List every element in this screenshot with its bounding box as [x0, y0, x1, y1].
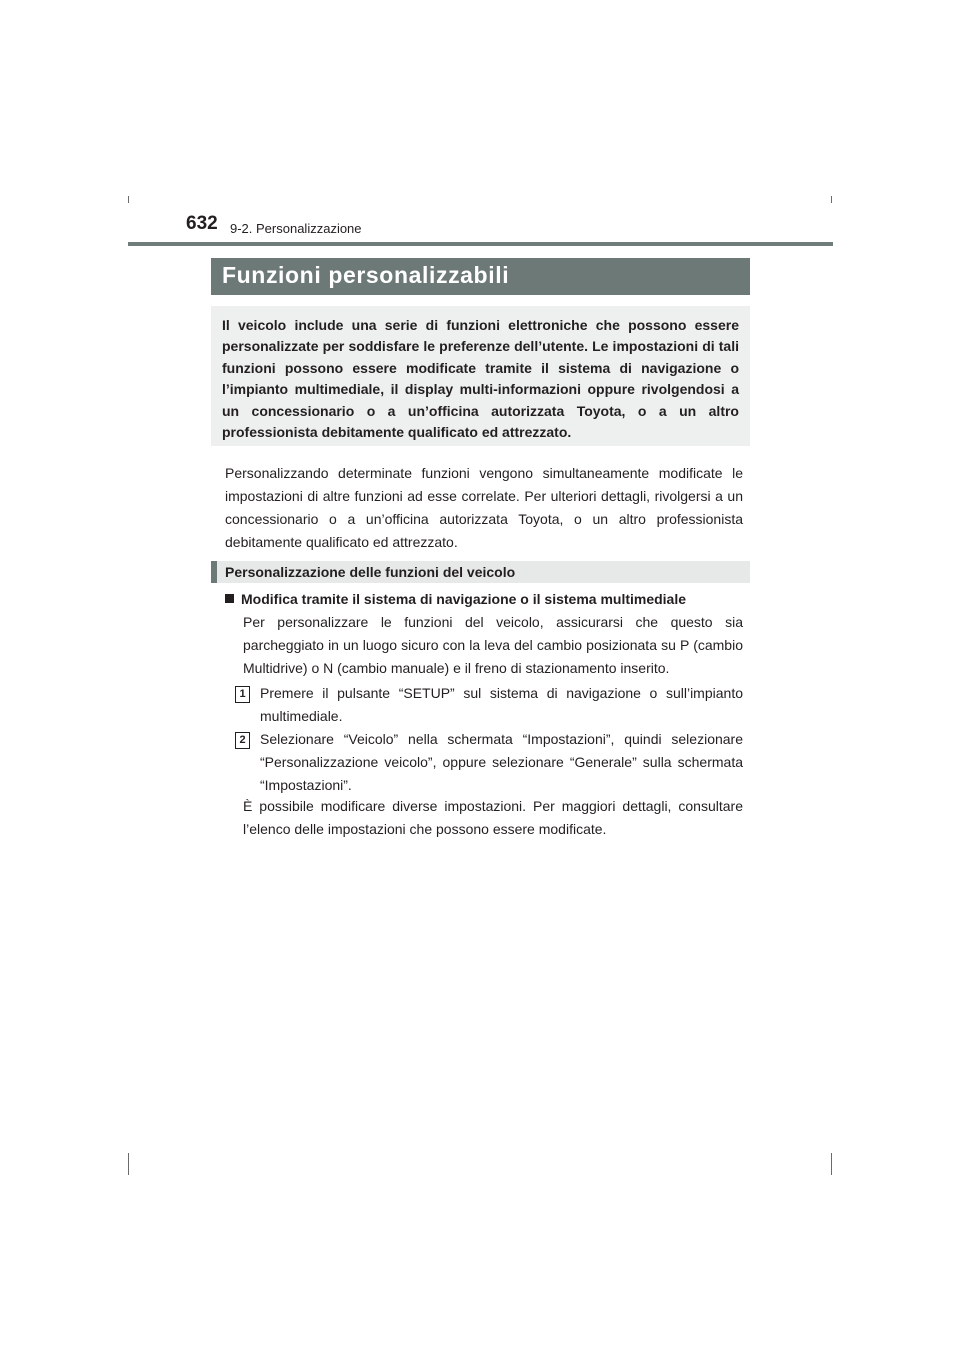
- header-divider: [128, 242, 833, 246]
- subsection-accent-bar: [211, 561, 217, 583]
- step-number-badge: 2: [235, 732, 250, 749]
- closing-paragraph: È possibile modificare diverse impostazioni. Per maggiori dettagli, consultare l’elenco delle impostazioni che possono essere modificate.: [243, 798, 743, 837]
- crop-mark-top-left: [128, 196, 129, 203]
- step-text: Selezionare “Veicolo” nella schermata “Impostazioni”, quindi selezionare “Personalizzazione veicolo”, oppure selezionare “Generale” sulla schermata “Impostazioni”.: [260, 731, 743, 793]
- page-title: Funzioni personalizzabili: [222, 262, 510, 288]
- step-number-badge: 1: [235, 686, 250, 703]
- crop-mark-top-right: [831, 196, 832, 203]
- bullet-paragraph: Per personalizzare le funzioni del veicolo, assicurarsi che questo sia parcheggiato in un luogo sicuro con la leva del cambio posizionata su P (cambio Multidrive) o N (cambio manuale) e il freno di stazionamento inserito.: [243, 614, 743, 676]
- bullet-heading: [225, 591, 686, 607]
- section-breadcrumb: 9-2. Personalizzazione: [230, 221, 362, 236]
- step-text: Premere il pulsante “SETUP” sul sistema di navigazione o sull’impianto multimediale.: [260, 685, 743, 724]
- square-bullet-icon: [225, 594, 234, 603]
- bullet-heading-text: Modifica tramite il sistema di navigazione o il sistema multimediale: [241, 591, 687, 607]
- intro-text: Il veicolo include una serie di funzioni elettroniche che possono essere personalizzate per soddisfare le preferenze dell’utente. Le impostazioni di tali funzioni possono essere modificate tramite il sistema di navigazione o l’impianto multimediale, il display multi-informazioni oppure rivolgendosi a un concessionario o a un’officina autorizzata Toyota, o a un altro professionista debitamente qualificato ed attrezzato.: [222, 317, 739, 441]
- subsection-title: Personalizzazione delle funzioni del veicolo: [225, 564, 516, 580]
- intro-box: [211, 306, 750, 446]
- page-number: 632: [186, 213, 218, 234]
- body-paragraph: Personalizzando determinate funzioni vengono simultaneamente modificate le impostazioni di altre funzioni ad esse correlate. Per ulteriori dettagli, rivolgersi a un concessionario o a un’officina autorizzata Toyota, o un altro professionista debitamente qualificato ed attrezzato.: [225, 465, 743, 550]
- crop-mark-bottom-right: [831, 1153, 832, 1175]
- subsection-heading: [211, 561, 750, 583]
- page-title-bar: [211, 258, 750, 295]
- crop-mark-bottom-left: [128, 1153, 129, 1175]
